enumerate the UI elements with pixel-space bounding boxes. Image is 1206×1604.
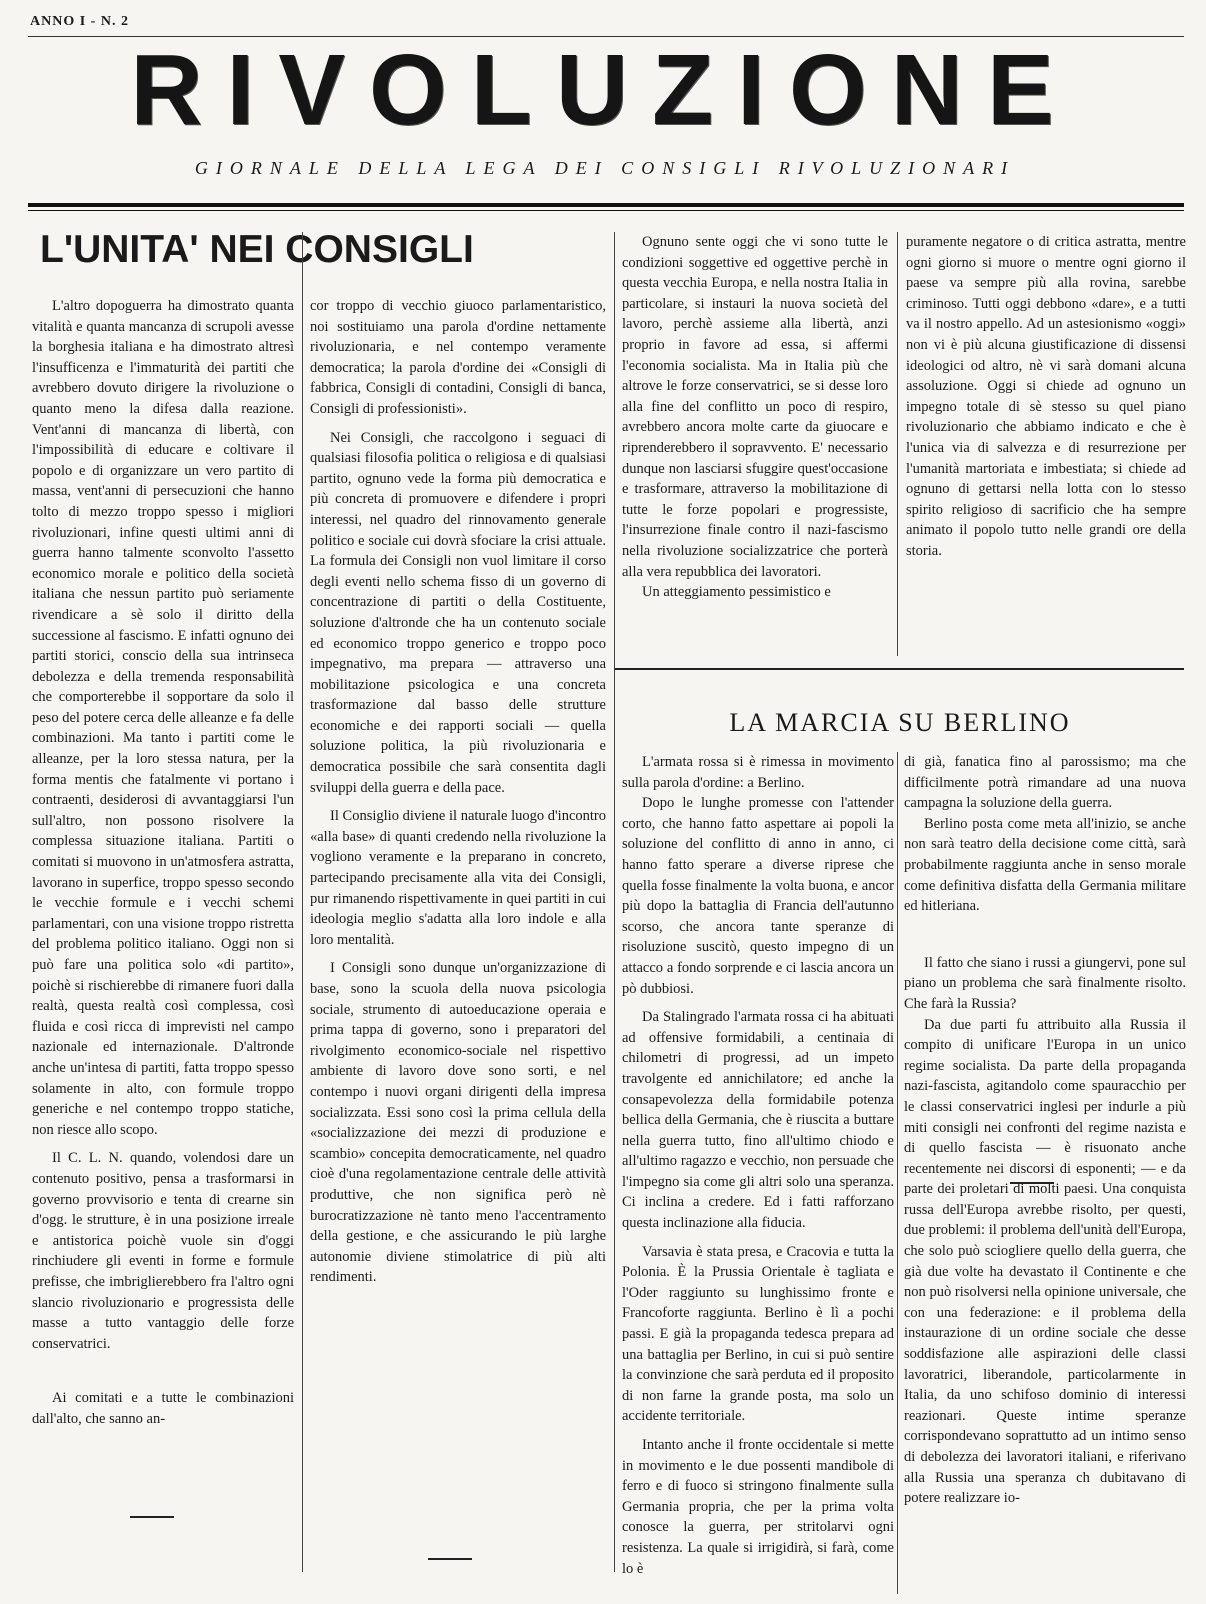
masthead-title: RIVOLUZIONE: [130, 34, 1078, 146]
column-rule: [302, 232, 303, 1572]
article-headline-berlino: LA MARCIA SU BERLINO: [729, 708, 1071, 737]
section-separator: [1010, 1182, 1054, 1184]
paragraph: Berlino posta come meta all'inizio, se anche non sarà teatro della decisione come città, sarà probabilmente raggiunta anche in senso morale come definitiva disfatta della Germania militare ed hitleriana.: [904, 815, 1186, 915]
masthead-rule-thick: [28, 203, 1184, 207]
paragraph: Da Stalingrado l'armata rossa ci ha abituati ad offensive formidabili, a centinaia di chilometri di progressi, ad un impeto travolgente ed annichilatore; ed anche la consapevolezza della formidabile potenza bellica della Germania, che è riuscita a buttare nella guerra tutto, fino all'ultimo chiodo e all'ultimo ragazzo e vecchio, non persuade che l'impegno sia come gli altri solo una speranza. Ci inclina a credere. Ed i fatti rafforzano questa inclinazione alla fiducia.: [622, 1009, 894, 1232]
paragraph: Un atteggiamento pessimistico e: [642, 584, 831, 601]
article1-column-2: [310, 296, 606, 1566]
masthead-subtitle: GIORNALE DELLA LEGA DEI CONSIGLI RIVOLUZIONARI: [194, 158, 1016, 178]
paragraph: Il fatto che siano i russi a giungervi, pone sul piano un problema che sarà finalmente risolto. Che farà la Russia?: [904, 954, 1186, 1012]
column-rule: [614, 232, 615, 1572]
article2-column-1: [622, 752, 894, 1594]
article-divider: [614, 668, 1184, 670]
article1-column-3: [622, 232, 888, 656]
paragraph: Dopo le lunghe promesse con l'attender corto, che hanno fatto aspettare ai popoli la soluzione del conflitto di anno in anno, ci hanno fatto sperare a diverse riprese che quella fosse finalmente la volta buona, e ancor più dopo la battaglia di Francia dell'autunno scorso, che ancora tante speranze di risoluzione suscitò, questo impegno di un attacco a fondo sorprende e ci lascia ancora un pò dubbiosi.: [622, 795, 894, 997]
article-headline-unita: L'UNITA' NEI CONSIGLI: [40, 228, 474, 271]
paragraph: I Consigli sono dunque un'organizzazione di base, sono la scuola della nuova psicologia sociale, strumento di autoeducazione operaia e prima tappa di governo, sono i preparatori del rivolgimento economico-sociale nel rispettivo ambiente di lavoro dove sono sorti, e nel contempo i nuovi organi dirigenti della impresa socializzata. Essi sono così la prima cellula della «socializzazione dei mezzi di produzione e scambio» concepita democraticamente, nel quadro cioè d'una regolamentazione centrale delle attività produttive, che non significa però nè burocratizzazione nè tanto meno l'accentramento della gestione, e che assicurando le più larghe autonomie diviene stimolatrice di più alti rendimenti.: [310, 960, 606, 1286]
paragraph: Il Consiglio diviene il naturale luogo d'incontro «alla base» di quanti credendo nella rivoluzione la vogliono veramente e la preparano in concreto, partecipando precisamente alla vita dei Consigli, pur rimanendo rispettivamente in quei partiti in cui ideologia meglio s'adatta alla loro indole e alla loro mentalità.: [310, 808, 606, 948]
paragraph: Da due parti fu attribuito alla Russia il compito di unificare l'Europa in un unico regime socialista. Da parte della propaganda nazi-fascista, agitandolo come spauracchio per le classi conservatrici inglesi per indurle a più miti consigli nei confronti del regime nazista e di quello fascista — è risuonato anche recentemente nei discorsi di esponenti; — e da parte dei proletari di molti paesi. Una conquista russa dell'Europa avrebbe risolto, per questi, due problemi: il problema dell'unità dell'Europa, che solo può sciogliere quello della guerra, che già due volte ha devastato il Continente e che non può risolversi nella opinione universale, che con una federazione: e il problema della instaurazione di un ordine sociale che desse soddisfazione alle aspirazioni delle classi lavoratrici, liberandole, particolarmente in Italia, da uno schifoso dominio di interessi reazionari. Queste intime speranze corrispondevano soprattutto ad un intimo senso di debolezza dei lavoratori italiani, e riferivano alla Russia una speranza ch dubitavano di potere realizzare io-: [904, 1016, 1186, 1507]
paragraph: Ai comitati e a tutte le combinazioni dall'alto, che sanno an-: [32, 1390, 294, 1427]
section-separator: [130, 1516, 174, 1518]
paragraph: Varsavia è stata presa, e Cracovia e tutta la Polonia. È la Prussia Orientale è tagliata e l'Oder raggiunto su lunghissimo fronte e Francoforte raggiunta. Berlino è lì a pochi passi. E già la propaganda tedesca prepara ad una battaglia per Berlino, in cui si può sentire la convinzione che sarà perduta ed il proposito di non farne la grande posta, ma solo un accidente territoriale.: [622, 1243, 894, 1425]
paragraph: Intanto anche il fronte occidentale si mette in movimento e le due possenti mandibole di ferro e di fuoco si stringono finalmente sulla Germania propria, che per la prima volta conosce la guerra, per stritolarvi ogni resistenza. La quale si irrigidirà, si farà, come lo è: [622, 1437, 894, 1577]
paragraph: Ognuno sente oggi che vi sono tutte le condizioni soggettive ed oggettive perchè in questa vecchia Europa, e nella nostra Italia in particolare, si instauri la nuova società del lavoro, perchè assieme alla libertà, anzi proprio in favore ad essa, si affermi l'economia socialista. Ma in Italia più che altrove le forze conservatrici, se si desse loro alla fine del conflitto un poco di respiro, avrebbero ancora molte carte da giuocare e riprenderebbero il sopravvento. E' necessario dunque non lasciarsi sfuggire quest'occasione e trasformare, attraverso la mobilitazione di tutte le forze popolari e progressiste, l'insurrezione finale contro il nazi-fascismo nella rivoluzione socializzatrice che porterà alla vera repubblica dei lavoratori.: [622, 234, 888, 580]
paragraph: Nei Consigli, che raccolgono i seguaci di qualsiasi filosofia politica o religiosa e di qualsiasi partito, ognuno vede la forma più democratica e più concreta di promuovere e difendere i propri interessi, nel quadro del rinnovamento generale politico e sociale cui dovrà sfociare la crisi attuale. La formula dei Consigli non vuol limitare il corso degli eventi nello schema fisso di un governo di concentrazione di partiti o della Costituente, soluzione d'altronde che ha un contenuto sociale ed economico troppo generico e troppo poco impegnativo, ma prepara — attraverso una mobilitazione psicologica e una concreta trasformazione dal basso delle strutture economiche e dei rapporti sociali — quella soluzione politica, la più rivoluzionaria e democratica possibile che sarà consentita dagli sviluppi della guerra e della pace.: [310, 429, 606, 796]
section-separator: [428, 1558, 472, 1560]
paragraph: Il C. L. N. quando, volendosi dare un contenuto positivo, pensa a trasformarsi in governo provvisorio e tenta di crearne sin d'ogg. le strutture, è in una posizione irreale e antistorica poichè vuole sin d'oggi rinchiudere gli eventi in forme e formule prefisse, che imbriglierebbero fra l'altro ogni slancio rivoluzionario e progressista delle masse a tutto vantaggio delle forze conservatrici.: [32, 1150, 294, 1352]
paragraph: di già, fanatica fino al parossismo; ma che difficilmente potrà rimandare ad una nuova campagna la soluzione della guerra.: [904, 754, 1186, 812]
masthead-rule-thin: [28, 210, 1184, 211]
article1-column-1: [32, 296, 294, 1586]
article1-column-4: [906, 232, 1186, 656]
column-rule: [897, 232, 898, 656]
article2-column-2: [904, 752, 1186, 1594]
column-rule: [897, 752, 898, 1594]
paragraph: cor troppo di vecchio giuoco parlamentaristico, noi sostituiamo una parola d'ordine nettamente rivoluzionaria, e nel contempo veramente democratica; la parola d'ordine dei «Consigli di fabbrica, Consigli di contadini, Consigli di banca, Consigli di professionisti».: [310, 298, 606, 417]
paragraph: L'armata rossa si è rimessa in movimento sulla parola d'ordine: a Berlino.: [622, 754, 894, 791]
paragraph: L'altro dopoguerra ha dimostrato quanta vitalità e quanta mancanza di scrupoli avesse la borghesia italiana e ha dimostrato altresì l'insufficenza e l'immaturità dei partiti che avrebbero dovuto dirigere la rivoluzione o quanto meno la difesa dalla reazione. Vent'anni di mancanza di libertà, con l'impossibilità di educare e coltivare il popolo e di organizzare un vero partito di massa, vent'anni di persecuzioni che hanno tolto di mezzo troppo spesso i migliori rivoluzionari, infine questi ultimi anni di guerra hanno talmente sconvolto l'assetto economico morale e politico della società italiana che nessun partito può seriamente rivendicare a sè solo il diritto della successione al fascismo. E infatti ognuno dei partiti storici, conscio della sua intrinseca debolezza e della tremenda responsabilità che comporterebbe il sopportare da solo il peso del potere cerca delle alleanze e fa delle combinazioni. Ma tanto i partiti come le alleanze, per la loro stessa natura, per la forma mentis che fatalmente vi portano i contraenti, desiderosi di avvantaggiarsi l'un sull'altro, non possono risolvere la complessa situazione italiana. Partiti o comitati si muovono in un'atmosfera astratta, lavorano in superfice, troppo spesso secondo le vecchie formule e i vecchi schemi parlamentari, con una visione troppo ristretta del problema politico italiano. Oggi non si può fare una politica solo «di partito», poichè si rischierebbe di rimanere fuori dalla realtà, questa realtà così complessa, così fluida e così ricca di imprevisti nel campo nazionale ed internazionale. D'altronde anche un'intesa di partiti, fatta troppo spesso solamente in alto, con formule troppo generiche e nel contempo troppo statiche, non riesce allo scopo.: [32, 298, 294, 1138]
paragraph: puramente negatore o di critica astratta, mentre ogni giorno si muore o mentre ogni giorno il paese va sempre più alla rovina, sarebbe criminoso. Tutti oggi debbono «dare», e a tutti va il nostro appello. Ad un astesionismo «oggi» non vi è più alcuna giustificazione di dissensi ideologici od altro, nè vi sarà domani alcuna assoluzione. Oggi si chiede ad ognuno un impegno totale di sè stesso su quel piano rivoluzionario che abbiamo indicato e che è l'unica via di salvezza e di resurrezione per l'umanità martoriata e imbestiata; si chiede ad ognuno di gettarsi nella lotta con lo stesso spirito religioso di sacrificio che ha sempre animato il popolo tutto nelle grandi ore della storia.: [906, 234, 1186, 559]
issue-number: ANNO I - N. 2: [30, 14, 129, 29]
